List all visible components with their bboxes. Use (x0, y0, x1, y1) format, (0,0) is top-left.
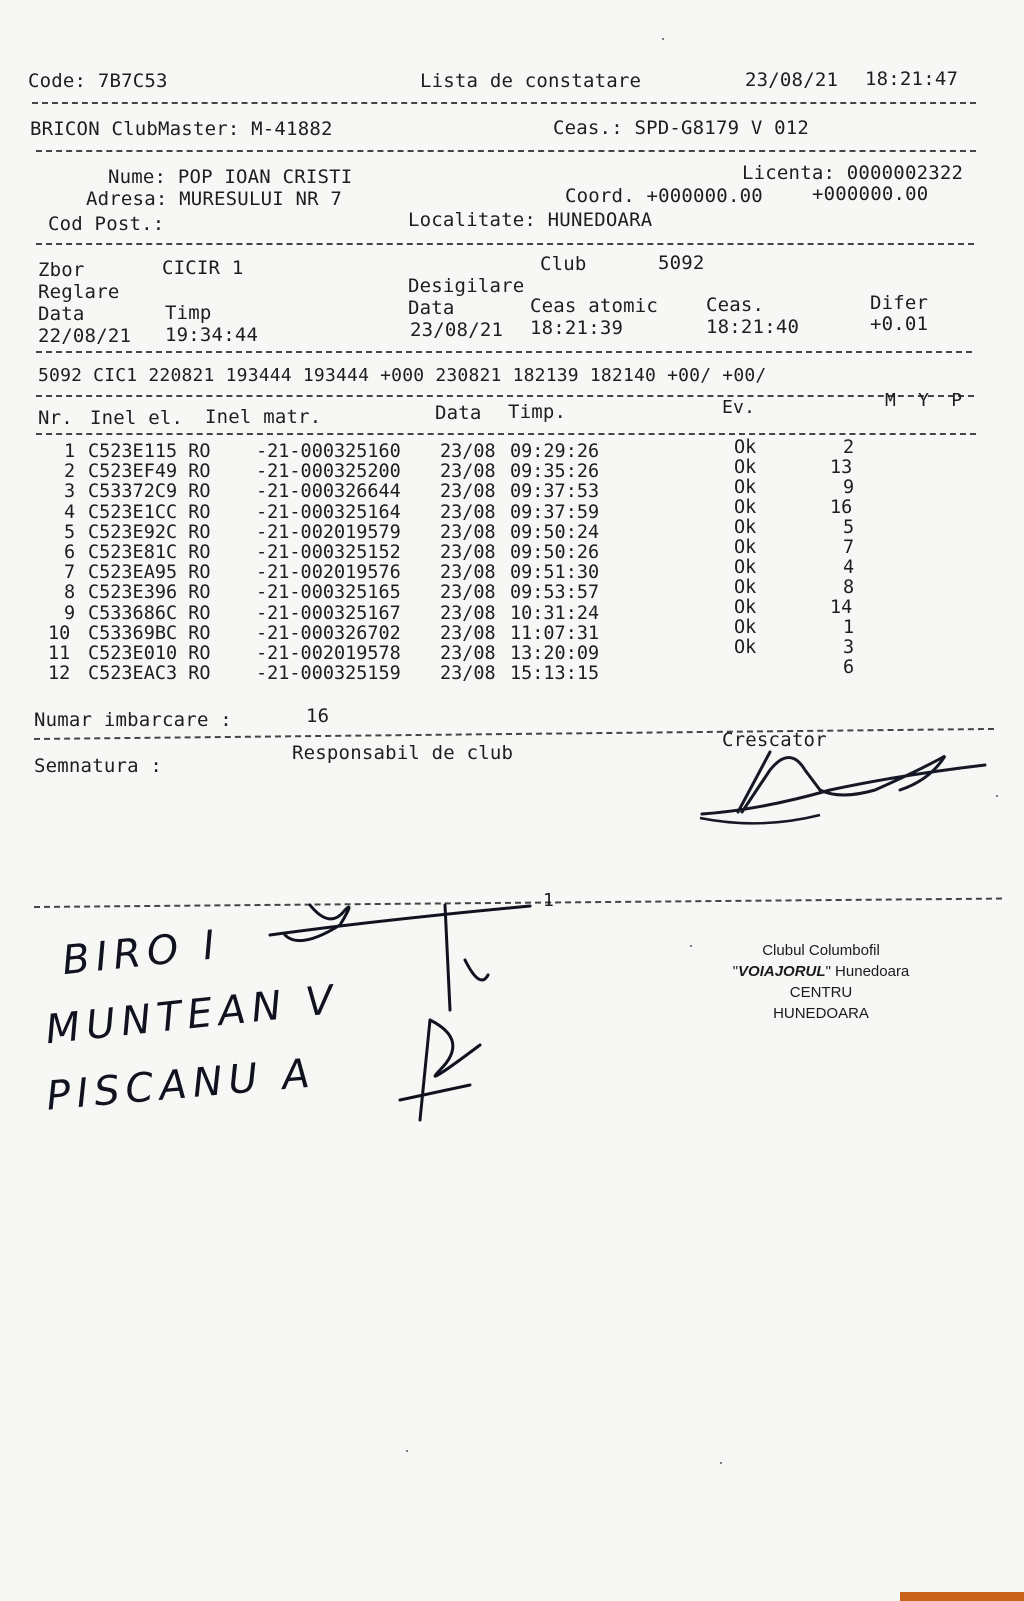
clock-id: Ceas.: SPD-G8179 V 012 (553, 117, 810, 139)
cell-data: 23/08 (440, 562, 496, 584)
cell-nr: 2 (64, 461, 76, 483)
cell-ev: Ok (734, 597, 757, 618)
cell-inel-matr: -21-000325167 (256, 602, 401, 624)
cell-timp: 09:53:57 (510, 582, 600, 604)
cell-position: 6 (843, 657, 855, 678)
cell-nr: 6 (64, 542, 76, 563)
flight-value: CICIR 1 (162, 257, 244, 279)
cell-inel-matr: -21-000325165 (256, 582, 401, 604)
cell-inel-matr: -21-002019576 (256, 562, 401, 584)
cell-inel-el: C523EF49 RO (88, 461, 211, 483)
cell-inel-el: C523EAC3 RO (88, 663, 211, 685)
cell-data: 23/08 (440, 461, 496, 483)
document-title: Lista de constatare (420, 70, 642, 92)
cell-position: 7 (843, 537, 855, 558)
fancier-address: Adresa: MURESULUI NR 7 (86, 188, 343, 210)
cell-ev: Ok (734, 457, 757, 478)
cell-position: 9 (843, 477, 855, 498)
club-value: 5092 (658, 252, 705, 274)
cell-timp: 11:07:31 (510, 622, 600, 644)
cell-data: 23/08 (440, 542, 496, 563)
reglare-time: 19:34:44 (165, 324, 259, 346)
cell-inel-matr: -21-000325152 (256, 542, 401, 563)
speck (690, 945, 692, 947)
cell-inel-matr: -21-000325200 (256, 461, 401, 483)
cell-nr: 8 (64, 582, 76, 604)
clubmaster-id: BRICON ClubMaster: M-41882 (30, 118, 333, 140)
cell-timp: 09:37:53 (510, 481, 600, 503)
reglare-label: Reglare (38, 281, 120, 303)
fancier-postcode: Cod Post.: (48, 213, 165, 235)
cell-inel-el: C523E396 RO (88, 582, 211, 604)
signature-label: Semnatura : (34, 755, 163, 777)
cell-position: 16 (830, 497, 853, 518)
cell-ev: Ok (734, 517, 757, 538)
col-header-ev: Ev. (722, 397, 756, 418)
cell-ev: Ok (734, 477, 757, 498)
club-stamp (706, 940, 936, 1024)
difer-label: Difer (870, 292, 929, 314)
desigilare-date: 23/08/21 (410, 319, 504, 341)
col-header-data: Data (435, 402, 482, 424)
flight-code-line: 5092 CIC1 220821 193444 193444 +000 230821 182139 182140 +00/ +00/ (38, 365, 767, 386)
cell-position: 2 (843, 437, 855, 458)
reglare-date-label: Data (38, 303, 85, 325)
cell-timp: 09:50:26 (510, 542, 600, 563)
cell-ev: Ok (734, 637, 757, 658)
reglare-time-label: Timp (165, 302, 212, 324)
cell-inel-el: C523E92C RO (88, 521, 211, 543)
cell-data: 23/08 (440, 622, 496, 644)
cell-timp: 09:50:24 (510, 521, 600, 543)
cell-position: 13 (830, 457, 853, 478)
reglare-date: 22/08/21 (38, 325, 132, 347)
page-number: 1 (543, 890, 555, 911)
cell-inel-matr: -21-000326702 (256, 622, 401, 644)
fancier-coord: Coord. +000000.00 (565, 185, 763, 207)
cell-timp: 09:35:26 (510, 461, 600, 483)
cell-position: 3 (843, 637, 855, 658)
fancier-license: Licenta: 0000002322 (742, 162, 964, 184)
clock-label: Ceas. (706, 294, 765, 316)
speck (720, 1462, 722, 1464)
flight-label: Zbor (38, 259, 85, 281)
cell-ev: Ok (734, 617, 757, 638)
cell-ev: Ok (734, 497, 757, 518)
cell-timp: 09:51:30 (510, 562, 600, 584)
cell-ev: Ok (734, 577, 757, 598)
cell-nr: 11 (48, 643, 71, 664)
boarding-count-label: Numar imbarcare : (34, 709, 232, 731)
cell-nr: 10 (48, 622, 71, 644)
page-edge (900, 1592, 1024, 1601)
cell-inel-matr: -21-000325160 (256, 441, 401, 462)
cell-data: 23/08 (440, 521, 496, 543)
boarding-count-value: 16 (306, 705, 330, 727)
cell-data: 23/08 (440, 441, 496, 462)
stamp-line-1: Clubul Columbofil (762, 942, 880, 959)
desigilare-date-label: Data (408, 297, 455, 319)
stamp-town: " Hunedoara (825, 963, 910, 980)
cell-inel-el: C53369BC RO (88, 622, 211, 644)
col-header-myp: M Y P (885, 390, 963, 411)
col-header-nr: Nr. (38, 407, 73, 429)
cell-inel-el: C523E1CC RO (88, 501, 211, 523)
cell-inel-matr: -21-000326644 (256, 481, 401, 503)
cell-timp: 09:37:59 (510, 501, 600, 523)
cell-inel-matr: -21-002019579 (256, 521, 401, 543)
cell-timp: 09:29:26 (510, 441, 600, 462)
cell-ev: Ok (734, 537, 757, 558)
difer-value: +0.01 (870, 313, 929, 335)
col-header-inel-matr: Inel matr. (205, 406, 322, 428)
speck (662, 38, 664, 40)
handwritten-name-2: MUNTEAN V (43, 976, 342, 1054)
cell-nr: 5 (64, 521, 76, 543)
desigilare-clock-time: 18:21:40 (706, 316, 800, 338)
cell-nr: 1 (64, 441, 76, 462)
cell-inel-el: C523E81C RO (88, 542, 211, 563)
cell-timp: 10:31:24 (510, 602, 600, 624)
cell-position: 5 (843, 517, 855, 538)
cell-position: 14 (830, 597, 853, 618)
cell-ev: Ok (734, 437, 757, 458)
cell-nr: 3 (64, 481, 76, 503)
speck (996, 795, 998, 797)
cell-nr: 4 (64, 501, 76, 523)
header-date: 23/08/21 (745, 69, 839, 91)
cell-inel-el: C523E115 RO (88, 441, 211, 462)
handwritten-name-1: BIRO I (60, 921, 223, 985)
cell-timp: 15:13:15 (510, 663, 600, 685)
cell-data: 23/08 (440, 501, 496, 523)
desigilare-label: Desigilare (408, 275, 525, 297)
cell-nr: 12 (48, 663, 71, 685)
cell-nr: 9 (64, 602, 76, 624)
cell-data: 23/08 (440, 643, 496, 664)
cell-ev: Ok (734, 557, 757, 578)
stamp-line-3: CENTRU (789, 984, 853, 1001)
cell-inel-el: C53372C9 RO (88, 481, 211, 503)
cell-inel-matr: -21-000325159 (256, 663, 401, 685)
cell-inel-matr: -21-000325164 (256, 501, 401, 523)
desigilare-atomic-time: 18:21:39 (530, 317, 624, 339)
cell-inel-el: C533686C RO (88, 602, 211, 624)
breeder-label: Crescator (722, 729, 827, 751)
stamp-line-4: HUNEDOARA (773, 1005, 869, 1022)
handwritten-name-3: PISCANU A (44, 1050, 318, 1120)
cell-data: 23/08 (440, 481, 496, 503)
cell-position: 4 (843, 557, 855, 578)
stamp-line-2 (706, 961, 936, 982)
stamp-quote-open: " (732, 963, 739, 980)
club-label: Club (540, 253, 587, 275)
document-code: Code: 7B7C53 (28, 70, 168, 92)
cell-inel-matr: -21-002019578 (256, 643, 401, 664)
cell-position: 1 (843, 617, 855, 638)
cell-inel-el: C523EA95 RO (88, 562, 211, 584)
cell-timp: 13:20:09 (510, 643, 600, 664)
club-responsible-label: Responsabil de club (292, 742, 514, 764)
cell-data: 23/08 (440, 602, 496, 624)
fancier-locality: Localitate: HUNEDOARA (408, 209, 653, 231)
cell-data: 23/08 (440, 663, 496, 685)
cell-position: 8 (843, 577, 855, 598)
cell-inel-el: C523E010 RO (88, 643, 211, 664)
atomic-clock-label: Ceas atomic (530, 295, 659, 317)
speck (406, 1450, 408, 1452)
col-header-inel-el: Inel el. (90, 407, 184, 429)
cell-nr: 7 (64, 562, 76, 584)
cell-data: 23/08 (440, 582, 496, 604)
fancier-name: Nume: POP IOAN CRISTI (108, 166, 353, 188)
col-header-timp: Timp. (508, 401, 567, 423)
stamp-club-name: VOIAJORUL (738, 963, 826, 980)
fancier-coord-2: +000000.00 (812, 183, 929, 205)
header-time: 18:21:47 (865, 68, 959, 90)
